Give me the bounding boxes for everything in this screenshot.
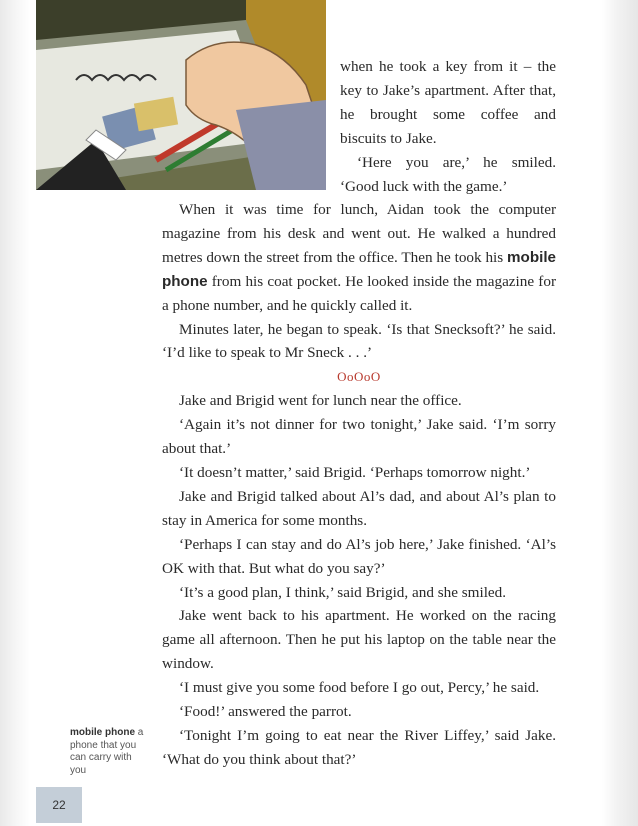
glossary-term: mobile phone xyxy=(70,727,135,738)
paragraph: ‘Again it’s not dinner for two tonight,’ Jake said. ‘I’m sorry about that.’ xyxy=(162,416,556,458)
paragraph: When it was time for lunch, Aidan took the computer magazine from his desk and went out. He walked a hundred metres down the street from the office. Then he took his mobile phone from his coat pocket. He looked inside the magazine for a phone number, and he quickly called it. xyxy=(162,201,556,314)
glossary-definition: a phone that you can carry with you xyxy=(70,727,144,776)
paragraph: ‘Perhaps I can stay and do Al’s job here,’ Jake finished. ‘Al’s OK with that. But what do you say?’ xyxy=(162,535,556,577)
paragraph: Jake went back to his apartment. He worked on the racing game all afternoon. Then he put his laptop on the table near the window. xyxy=(162,607,556,673)
paragraph: ‘Here you are,’ he smiled. ‘Good luck with the game.’ xyxy=(340,153,556,195)
paragraph: Jake and Brigid talked about Al’s dad, and about Al’s plan to stay in America for some months. xyxy=(162,487,556,529)
glossary-term-highlight: mobile phone xyxy=(162,248,556,290)
paragraph: ‘Tonight I’m going to eat near the River Liffey,’ said Jake. ‘What do you think about that?’ xyxy=(162,726,556,768)
page-number: 22 xyxy=(36,787,82,823)
page-gutter-left xyxy=(0,0,30,826)
paragraph: ‘It’s a good plan, I think,’ said Brigid, and she smiled. xyxy=(179,583,507,601)
paragraph: when he took a key from it – the key to Jake’s apartment. After that, he brought some coffee and biscuits to Jake. xyxy=(340,58,556,147)
paragraph: ‘I must give you some food before I go out, Percy,’ he said. xyxy=(179,679,540,697)
paragraph: ‘Food!’ answered the parrot. xyxy=(179,703,352,721)
page-gutter-right xyxy=(602,0,638,826)
paragraph: Jake and Brigid went for lunch near the office. xyxy=(179,392,462,410)
illustration xyxy=(36,0,326,190)
main-text-column xyxy=(162,198,556,772)
paragraph: Minutes later, he began to speak. ‘Is that Snecksoft?’ he said. ‘I’d like to speak to Mr Sneck . . .’ xyxy=(162,320,556,362)
top-right-column xyxy=(340,55,556,198)
glossary-note xyxy=(70,727,150,777)
paragraph: ‘It doesn’t matter,’ said Brigid. ‘Perhaps tomorrow night.’ xyxy=(179,463,531,481)
section-divider: OoOoO xyxy=(337,369,381,385)
illustration-drawing xyxy=(36,0,326,190)
